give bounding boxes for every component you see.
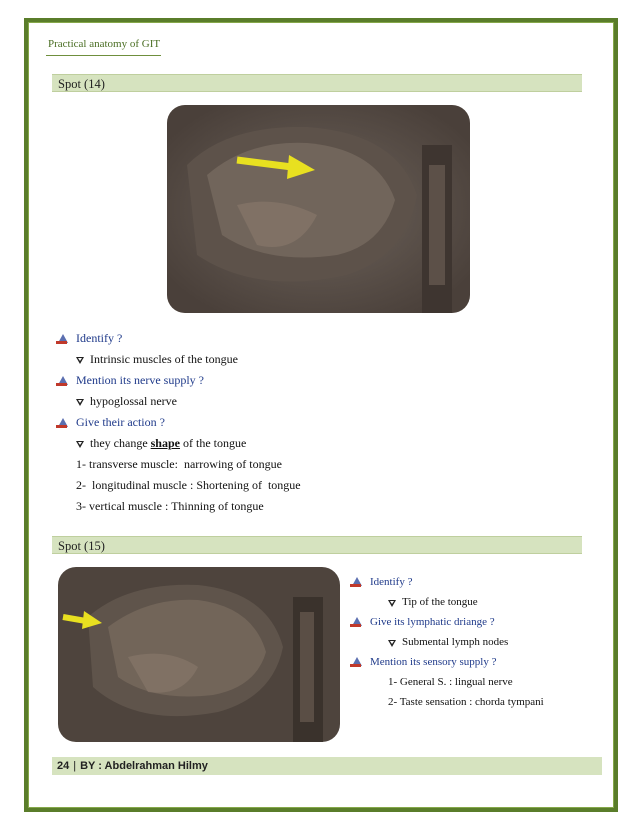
spot-14-qa [56, 328, 301, 517]
spot-14-heading: Spot (14) [52, 74, 582, 92]
answer: Intrinsic muscles of the tongue [56, 349, 301, 370]
answer: they change shape of the tongue [56, 433, 301, 454]
action-line: 2- longitudinal muscle : Shortening of tongue [76, 478, 301, 492]
bullet-icon [350, 576, 364, 588]
question: Identify ? [56, 328, 301, 349]
spot-15-qa [350, 572, 544, 712]
triangle-bullet-icon [76, 356, 85, 365]
triangle-bullet-icon [388, 599, 397, 608]
answer: hypoglossal nerve [56, 391, 301, 412]
answer-line: 2- Taste sensation : chorda tympani [388, 696, 544, 708]
action-line: 3- vertical muscle : Thinning of tongue [76, 499, 264, 513]
yellow-arrow-icon [63, 617, 86, 621]
answer: Submental lymph nodes [350, 632, 544, 652]
footer [52, 757, 602, 775]
spot-15-specimen-photo [58, 567, 340, 742]
bullet-icon [56, 333, 70, 345]
page-number: 24 [57, 760, 70, 772]
question: Give their action ? [56, 412, 301, 433]
answer-line: 1- General S. : lingual nerve [388, 676, 513, 688]
footer-author: BY : Abdelrahman Hilmy [80, 760, 208, 772]
footer-separator: | [73, 760, 77, 772]
bullet-icon [56, 375, 70, 387]
action-line: 1- transverse muscle: narrowing of tongue [76, 457, 282, 471]
bullet-icon [56, 417, 70, 429]
header-underline [46, 55, 161, 56]
spot-15-heading: Spot (15) [52, 536, 582, 554]
triangle-bullet-icon [76, 440, 85, 449]
triangle-bullet-icon [76, 398, 85, 407]
question: Give its lymphatic driange ? [350, 612, 544, 632]
running-header: Practical anatomy of GIT [48, 38, 161, 50]
question: Identify ? [350, 572, 544, 592]
question: Mention its sensory supply ? [350, 652, 544, 672]
question: Mention its nerve supply ? [56, 370, 301, 391]
spot-14-specimen-photo [167, 105, 470, 313]
triangle-bullet-icon [388, 639, 397, 648]
bullet-icon [350, 656, 364, 668]
answer: Tip of the tongue [350, 592, 544, 612]
bullet-icon [350, 616, 364, 628]
